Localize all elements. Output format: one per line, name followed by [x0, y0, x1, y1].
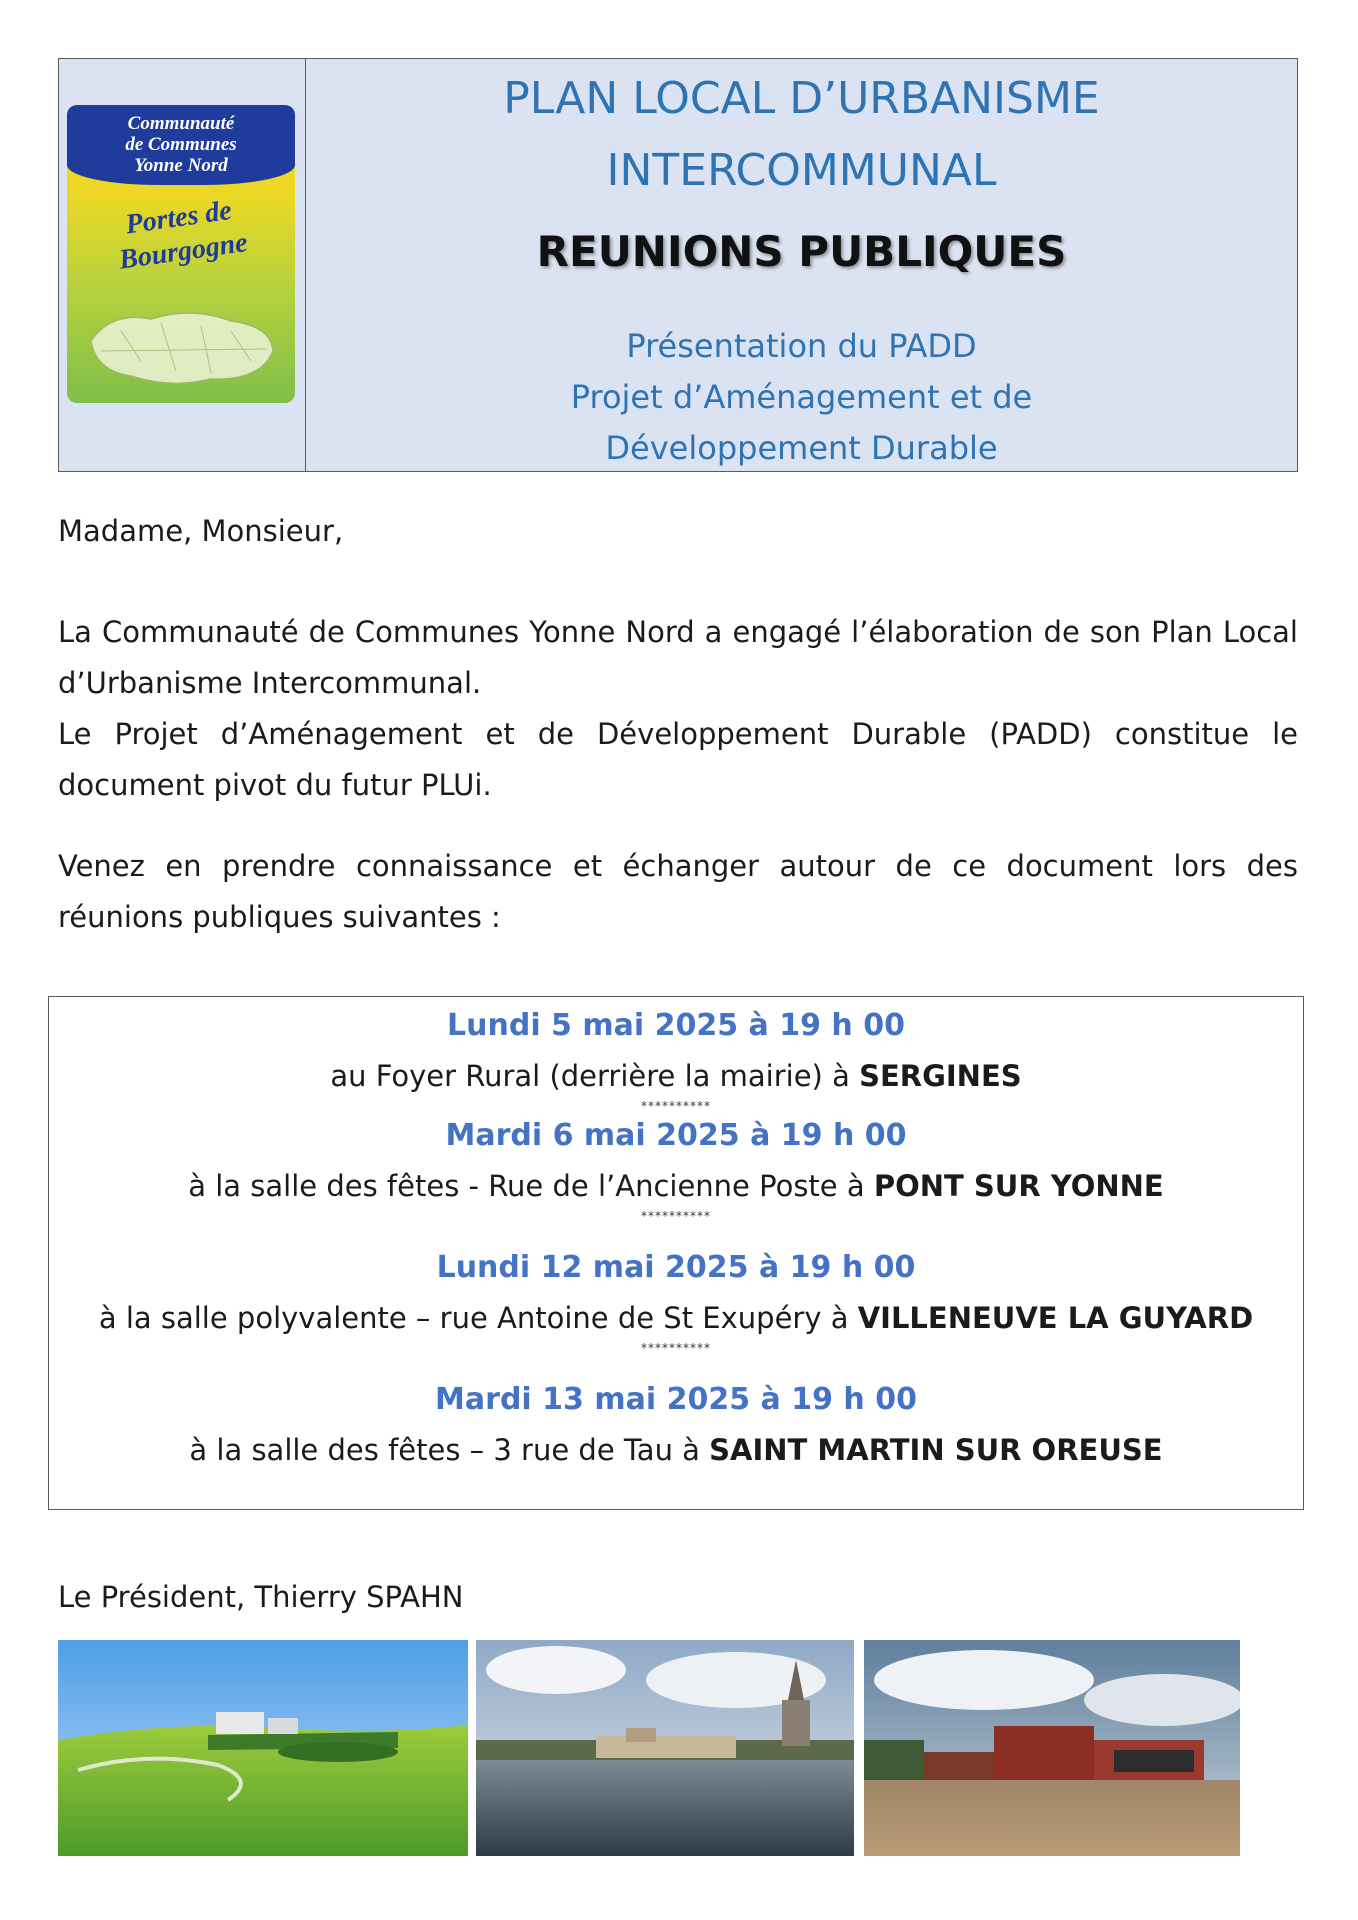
logo-tagline2: Bourgogne — [117, 227, 250, 276]
logo-tagline1: Portes de — [123, 194, 234, 241]
paragraph-intro: La Communauté de Communes Yonne Nord a engagé l’élaboration de son Plan Local d’Urbanisme Intercommunal. — [58, 615, 1298, 700]
photo-countryside — [58, 1640, 468, 1856]
separator: ********** — [641, 1209, 711, 1223]
meeting-town: VILLENEUVE LA GUYARD — [857, 1301, 1254, 1335]
meeting-date: Lundi 12 mai 2025 à 19 h 00 — [436, 1250, 916, 1285]
meeting-town: SAINT MARTIN SUR OREUSE — [709, 1433, 1163, 1467]
meeting-location — [49, 1051, 1303, 1101]
photo-building — [864, 1640, 1240, 1856]
meeting-date: Mardi 13 mai 2025 à 19 h 00 — [435, 1382, 917, 1417]
letter-body — [58, 506, 1298, 943]
padd-line3: Développement Durable — [605, 429, 998, 467]
padd-line2: Projet d’Aménagement et de — [570, 378, 1033, 416]
meeting-location — [49, 1425, 1303, 1475]
meeting-location — [49, 1293, 1303, 1343]
meeting-date: Mardi 6 mai 2025 à 19 h 00 — [445, 1118, 907, 1153]
subtitle-reunions: REUNIONS PUBLIQUES — [536, 227, 1067, 276]
paragraph-padd: Le Projet d’Aménagement et de Développement Durable (PADD) constitue le document pivot du futur PLUi. — [58, 717, 1298, 802]
meeting-town: PONT SUR YONNE — [873, 1169, 1164, 1203]
plan-title — [306, 63, 1297, 207]
territory-map-icon — [81, 301, 281, 391]
meeting-town: SERGINES — [859, 1059, 1022, 1093]
logo-title — [67, 105, 295, 185]
meeting-location-text: à la salle des fêtes – 3 rue de Tau à — [189, 1433, 710, 1467]
logo-tagline — [67, 185, 295, 284]
title-cell — [306, 59, 1297, 471]
meeting-location-text: à la salle des fêtes - Rue de l’Ancienne Poste à — [188, 1169, 874, 1203]
separator: ********** — [641, 1099, 711, 1113]
signature: Le Président, Thierry SPAHN — [58, 1580, 464, 1614]
padd-description — [306, 321, 1297, 474]
ccyn-logo — [67, 105, 295, 403]
separator: ********** — [641, 1341, 711, 1355]
plan-title-line2: INTERCOMMUNAL — [606, 145, 997, 196]
header-banner — [58, 58, 1298, 472]
padd-line1: Présentation du PADD — [626, 327, 977, 365]
meeting-location-text: à la salle polyvalente – rue Antoine de St Exupéry à — [98, 1301, 858, 1335]
greeting: Madame, Monsieur, — [58, 514, 344, 548]
photo-river-town — [476, 1640, 854, 1856]
meeting-location — [49, 1161, 1303, 1211]
logo-line3: Yonne Nord — [134, 155, 228, 176]
plan-title-line1: PLAN LOCAL D’URBANISME — [503, 73, 1100, 124]
meeting-location-text: au Foyer Rural (derrière la mairie) à — [330, 1059, 860, 1093]
meetings-box — [48, 996, 1304, 1510]
logo-line1: Communauté — [127, 113, 235, 134]
logo-line2: de Communes — [125, 134, 237, 155]
logo-cell — [59, 59, 306, 471]
paragraph-invitation: Venez en prendre connaissance et échanger autour de ce document lors des réunions publiques suivantes : — [58, 849, 1298, 934]
meeting-date: Lundi 5 mai 2025 à 19 h 00 — [447, 1008, 905, 1043]
